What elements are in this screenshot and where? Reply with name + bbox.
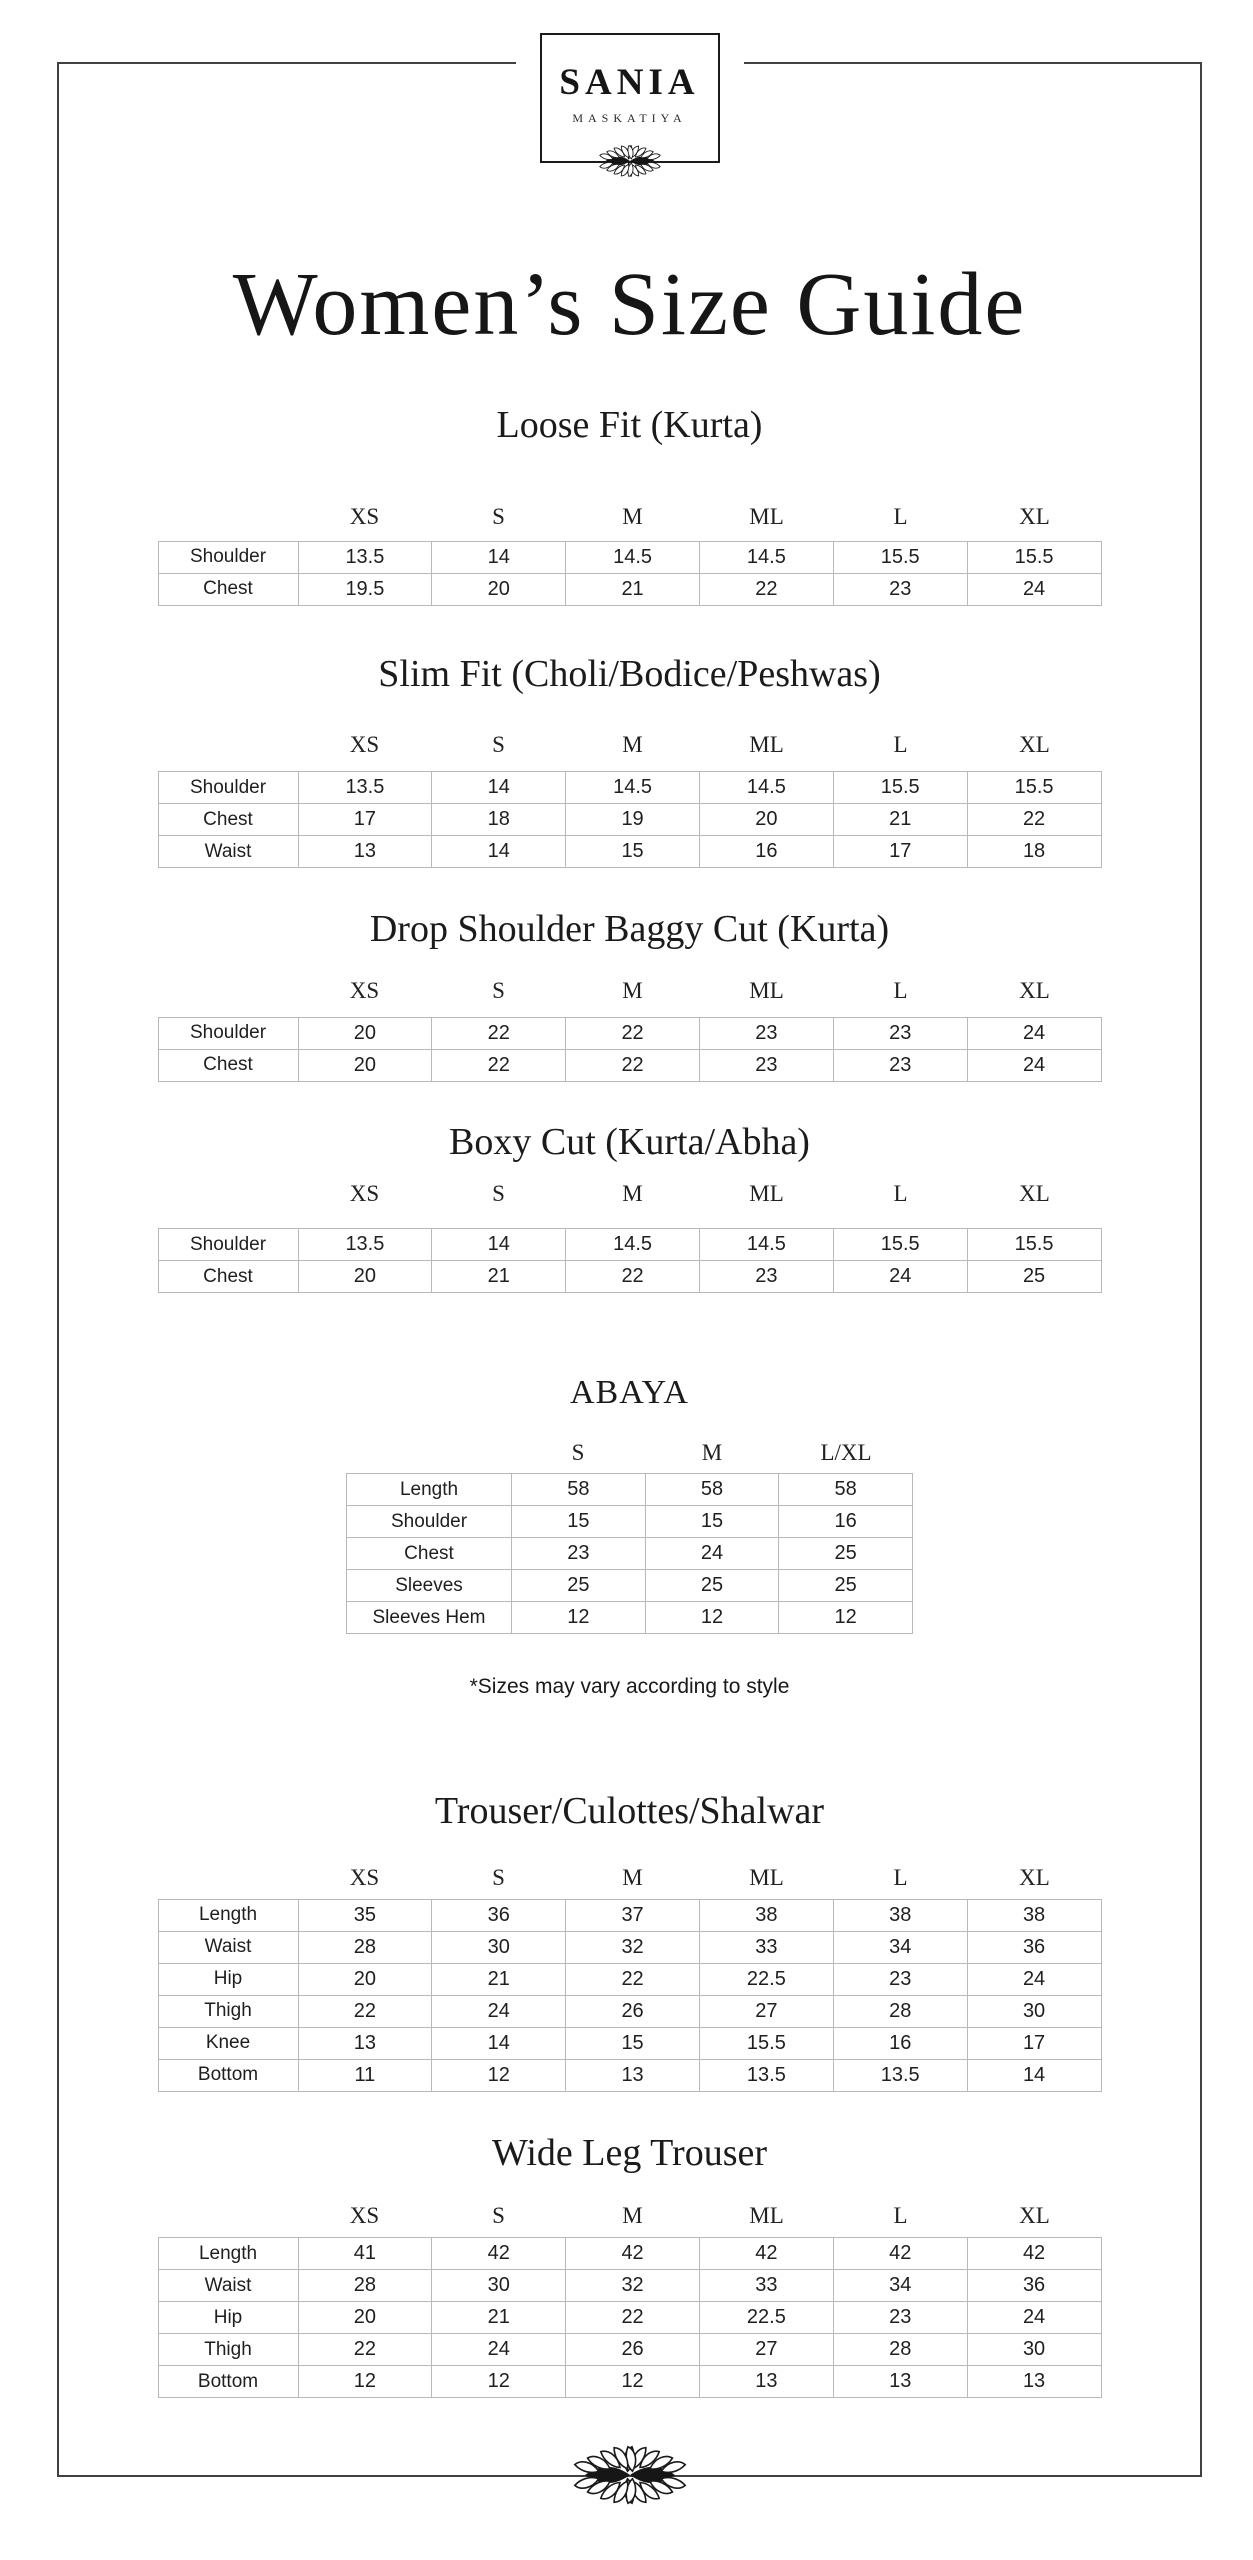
- value-cell: 21: [833, 804, 967, 836]
- row-label: Bottom: [158, 2059, 298, 2091]
- section-title: Slim Fit (Choli/Bodice/Peshwas): [378, 652, 881, 695]
- size-header-row: [158, 977, 1102, 1005]
- size-table: [158, 2237, 1102, 2398]
- size-label: S: [492, 1181, 505, 1207]
- size-label: M: [622, 503, 643, 529]
- value-cell: 14.5: [566, 772, 700, 804]
- value-cell: 24: [645, 1538, 779, 1570]
- value-cell: 20: [298, 1963, 432, 1995]
- value-cell: 19.5: [298, 573, 432, 605]
- value-cell: 15.5: [699, 2027, 833, 2059]
- table-row: [158, 1049, 1101, 1081]
- row-label: Sleeves: [347, 1570, 512, 1602]
- value-cell: 12: [779, 1602, 913, 1634]
- value-cell: 58: [645, 1474, 779, 1506]
- value-cell: 22: [699, 573, 833, 605]
- laurel-ornament-icon: [589, 144, 671, 178]
- size-label: XS: [349, 2203, 380, 2229]
- value-cell: 14.5: [566, 1229, 700, 1261]
- value-cell: 30: [967, 2334, 1101, 2366]
- value-cell: 15: [645, 1506, 779, 1538]
- row-label: Shoulder: [158, 541, 298, 573]
- value-cell: 18: [432, 804, 566, 836]
- value-cell: 22: [566, 2302, 700, 2334]
- value-cell: 25: [967, 1261, 1101, 1293]
- table-row: [158, 1963, 1101, 1995]
- size-label: XS: [349, 732, 380, 758]
- value-cell: 13.5: [699, 2059, 833, 2091]
- size-label: ML: [749, 2203, 784, 2229]
- value-cell: 42: [833, 2238, 967, 2270]
- section-title: Boxy Cut (Kurta/Abha): [449, 1120, 810, 1163]
- value-cell: 32: [566, 1931, 700, 1963]
- size-label: ML: [749, 732, 784, 758]
- value-cell: 38: [699, 1899, 833, 1931]
- value-cell: 21: [566, 573, 700, 605]
- size-header-row: [158, 503, 1102, 531]
- section-boxy-cut-kurta-abha: [59, 1120, 1200, 1294]
- value-cell: 15.5: [833, 772, 967, 804]
- size-table: [346, 1473, 913, 1634]
- size-table: [158, 1899, 1102, 2092]
- value-cell: 24: [967, 1017, 1101, 1049]
- table-row: [158, 2238, 1101, 2270]
- table-row: [347, 1474, 913, 1506]
- value-cell: 23: [833, 573, 967, 605]
- value-cell: 27: [699, 2334, 833, 2366]
- value-cell: 27: [699, 1995, 833, 2027]
- value-cell: 16: [779, 1506, 913, 1538]
- value-cell: 22: [566, 1049, 700, 1081]
- value-cell: 22: [298, 2334, 432, 2366]
- value-cell: 42: [566, 2238, 700, 2270]
- row-label: Hip: [158, 2302, 298, 2334]
- value-cell: 22: [566, 1017, 700, 1049]
- value-cell: 15.5: [967, 541, 1101, 573]
- value-cell: 17: [967, 2027, 1101, 2059]
- row-label: Chest: [347, 1538, 512, 1570]
- section-slim-fit-choli-bodice-peshwas: [59, 652, 1200, 869]
- laurel-ornament-icon: [547, 2445, 713, 2505]
- value-cell: 22: [566, 1963, 700, 1995]
- size-label: M: [622, 1181, 643, 1207]
- size-header-row: [158, 731, 1102, 759]
- value-cell: 28: [298, 2270, 432, 2302]
- size-label: L: [893, 732, 908, 758]
- value-cell: 22: [432, 1017, 566, 1049]
- row-label: Waist: [158, 836, 298, 868]
- value-cell: 23: [699, 1261, 833, 1293]
- size-label: XS: [349, 1181, 380, 1207]
- size-label: L: [893, 1864, 908, 1890]
- value-cell: 30: [432, 2270, 566, 2302]
- value-cell: 20: [298, 1049, 432, 1081]
- value-cell: 21: [432, 2302, 566, 2334]
- table-row: [158, 1017, 1101, 1049]
- value-cell: 22: [967, 804, 1101, 836]
- value-cell: 42: [699, 2238, 833, 2270]
- row-label: Chest: [158, 1261, 298, 1293]
- size-label: XS: [349, 503, 380, 529]
- page-frame: [57, 62, 1202, 2477]
- section-title: Loose Fit (Kurta): [496, 404, 763, 446]
- value-cell: 24: [967, 1049, 1101, 1081]
- row-label: Length: [158, 2238, 298, 2270]
- value-cell: 25: [779, 1538, 913, 1570]
- table-row: [158, 804, 1101, 836]
- value-cell: 38: [967, 1899, 1101, 1931]
- sizes-note: *Sizes may vary according to style: [469, 1675, 790, 1699]
- value-cell: 33: [699, 2270, 833, 2302]
- size-label: S: [571, 1440, 585, 1466]
- value-cell: 21: [432, 1261, 566, 1293]
- value-cell: 24: [432, 2334, 566, 2366]
- value-cell: 15.5: [967, 772, 1101, 804]
- value-cell: 36: [967, 1931, 1101, 1963]
- size-header-row: [158, 1180, 1102, 1208]
- value-cell: 22: [298, 1995, 432, 2027]
- row-label: Length: [158, 1899, 298, 1931]
- size-label: M: [622, 977, 643, 1003]
- brand-subtitle: MASKATIYA: [572, 111, 687, 125]
- size-header-row: [158, 1864, 1102, 1892]
- section-title: ABAYA: [569, 1374, 689, 1412]
- value-cell: 30: [967, 1995, 1101, 2027]
- section-loose-fit-kurta: [59, 403, 1200, 606]
- value-cell: 13: [833, 2366, 967, 2398]
- value-cell: 22.5: [699, 2302, 833, 2334]
- row-label: Chest: [158, 804, 298, 836]
- row-label: Waist: [158, 2270, 298, 2302]
- value-cell: 19: [566, 804, 700, 836]
- row-label: Hip: [158, 1963, 298, 1995]
- value-cell: 20: [298, 1261, 432, 1293]
- value-cell: 41: [298, 2238, 432, 2270]
- value-cell: 23: [833, 2302, 967, 2334]
- value-cell: 16: [833, 2027, 967, 2059]
- size-label: M: [622, 732, 643, 758]
- value-cell: 24: [967, 1963, 1101, 1995]
- value-cell: 12: [432, 2366, 566, 2398]
- row-label: Thigh: [158, 2334, 298, 2366]
- row-label: Chest: [158, 1049, 298, 1081]
- size-label: XS: [349, 1864, 380, 1890]
- value-cell: 14.5: [699, 541, 833, 573]
- value-cell: 23: [512, 1538, 646, 1570]
- value-cell: 58: [779, 1474, 913, 1506]
- value-cell: 32: [566, 2270, 700, 2302]
- table-row: [158, 2334, 1101, 2366]
- section-drop-shoulder-baggy-cut-kurta: [59, 907, 1200, 1082]
- value-cell: 13.5: [298, 772, 432, 804]
- value-cell: 13.5: [833, 2059, 967, 2091]
- size-table: [158, 771, 1102, 868]
- value-cell: 16: [699, 836, 833, 868]
- value-cell: 13.5: [298, 541, 432, 573]
- row-label: Shoulder: [347, 1506, 512, 1538]
- size-label: S: [492, 503, 505, 529]
- size-label: XL: [1019, 732, 1050, 758]
- table-row: [158, 772, 1101, 804]
- size-label: XL: [1019, 2203, 1050, 2229]
- table-row: [158, 541, 1101, 573]
- table-row: [158, 573, 1101, 605]
- value-cell: 24: [833, 1261, 967, 1293]
- size-label: ML: [749, 1864, 784, 1890]
- size-label: XL: [1019, 977, 1050, 1003]
- section-abaya: [59, 1373, 1200, 1634]
- value-cell: 26: [566, 1995, 700, 2027]
- value-cell: 23: [699, 1017, 833, 1049]
- row-label: Sleeves Hem: [347, 1602, 512, 1634]
- size-table: [158, 1017, 1102, 1082]
- row-label: Shoulder: [158, 1017, 298, 1049]
- value-cell: 33: [699, 1931, 833, 1963]
- size-label: ML: [749, 977, 784, 1003]
- size-header-row: [346, 1439, 913, 1467]
- size-label: XS: [349, 977, 380, 1003]
- value-cell: 34: [833, 1931, 967, 1963]
- value-cell: 38: [833, 1899, 967, 1931]
- row-label: Chest: [158, 573, 298, 605]
- value-cell: 12: [512, 1602, 646, 1634]
- size-label: L: [893, 1181, 908, 1207]
- value-cell: 15: [566, 836, 700, 868]
- size-label: XL: [1019, 503, 1050, 529]
- brand-name: SANIA: [559, 62, 700, 103]
- value-cell: 24: [967, 573, 1101, 605]
- size-label: S: [492, 732, 505, 758]
- value-cell: 15.5: [967, 1229, 1101, 1261]
- value-cell: 24: [967, 2302, 1101, 2334]
- section-title: Trouser/Culottes/Shalwar: [434, 1790, 825, 1833]
- value-cell: 14: [432, 1229, 566, 1261]
- row-label: Shoulder: [158, 1229, 298, 1261]
- value-cell: 28: [298, 1931, 432, 1963]
- value-cell: 14: [967, 2059, 1101, 2091]
- value-cell: 36: [432, 1899, 566, 1931]
- value-cell: 22.5: [699, 1963, 833, 1995]
- section-title: Wide Leg Trouser: [492, 2131, 767, 2174]
- value-cell: 35: [298, 1899, 432, 1931]
- value-cell: 23: [833, 1963, 967, 1995]
- value-cell: 14: [432, 541, 566, 573]
- sections-top: [59, 403, 1200, 1634]
- sections-bottom: [59, 1789, 1200, 2398]
- value-cell: 42: [967, 2238, 1101, 2270]
- value-cell: 13: [967, 2366, 1101, 2398]
- value-cell: 22: [566, 1261, 700, 1293]
- value-cell: 13: [298, 2027, 432, 2059]
- size-label: M: [622, 2203, 643, 2229]
- size-label: S: [492, 2203, 505, 2229]
- value-cell: 23: [699, 1049, 833, 1081]
- value-cell: 14: [432, 772, 566, 804]
- table-row: [158, 1261, 1101, 1293]
- size-label: L: [893, 503, 908, 529]
- table-row: [158, 2302, 1101, 2334]
- value-cell: 20: [298, 2302, 432, 2334]
- size-label: ML: [749, 503, 784, 529]
- size-label: ML: [749, 1181, 784, 1207]
- value-cell: 23: [833, 1049, 967, 1081]
- value-cell: 15.5: [833, 1229, 967, 1261]
- value-cell: 42: [432, 2238, 566, 2270]
- row-label: Thigh: [158, 1995, 298, 2027]
- value-cell: 13: [699, 2366, 833, 2398]
- size-label: XL: [1019, 1864, 1050, 1890]
- value-cell: 14: [432, 2027, 566, 2059]
- value-cell: 37: [566, 1899, 700, 1931]
- size-label: S: [492, 1864, 505, 1890]
- size-header-row: [158, 2202, 1102, 2230]
- value-cell: 14: [432, 836, 566, 868]
- value-cell: 20: [699, 804, 833, 836]
- value-cell: 28: [833, 1995, 967, 2027]
- value-cell: 14.5: [566, 541, 700, 573]
- table-row: [158, 1899, 1101, 1931]
- row-label: Waist: [158, 1931, 298, 1963]
- size-table: [158, 541, 1102, 606]
- value-cell: 15: [512, 1506, 646, 1538]
- table-row: [158, 1931, 1101, 1963]
- table-row: [347, 1602, 913, 1634]
- table-row: [158, 2270, 1101, 2302]
- size-label: XL: [1019, 1181, 1050, 1207]
- row-label: Bottom: [158, 2366, 298, 2398]
- row-label: Shoulder: [158, 772, 298, 804]
- table-row: [158, 1229, 1101, 1261]
- value-cell: 12: [566, 2366, 700, 2398]
- value-cell: 12: [298, 2366, 432, 2398]
- value-cell: 20: [298, 1017, 432, 1049]
- value-cell: 25: [645, 1570, 779, 1602]
- section-title: Drop Shoulder Baggy Cut (Kurta): [369, 908, 890, 951]
- size-label: M: [622, 1864, 643, 1890]
- page-title: Women’s Size Guide: [232, 255, 1027, 354]
- value-cell: 26: [566, 2334, 700, 2366]
- value-cell: 23: [833, 1017, 967, 1049]
- value-cell: 12: [432, 2059, 566, 2091]
- value-cell: 14.5: [699, 1229, 833, 1261]
- value-cell: 13.5: [298, 1229, 432, 1261]
- section-wide-leg-trouser: [59, 2131, 1200, 2399]
- value-cell: 14.5: [699, 772, 833, 804]
- value-cell: 34: [833, 2270, 967, 2302]
- value-cell: 24: [432, 1995, 566, 2027]
- value-cell: 11: [298, 2059, 432, 2091]
- value-cell: 15: [566, 2027, 700, 2059]
- table-row: [158, 2027, 1101, 2059]
- size-label: L/XL: [820, 1440, 872, 1466]
- table-row: [347, 1538, 913, 1570]
- value-cell: 18: [967, 836, 1101, 868]
- value-cell: 25: [779, 1570, 913, 1602]
- size-table: [158, 1228, 1102, 1293]
- table-row: [158, 1995, 1101, 2027]
- size-label: L: [893, 977, 908, 1003]
- value-cell: 13: [298, 836, 432, 868]
- section-trouser-culottes-shalwar: [59, 1789, 1200, 2092]
- value-cell: 30: [432, 1931, 566, 1963]
- row-label: Length: [347, 1474, 512, 1506]
- value-cell: 17: [298, 804, 432, 836]
- table-row: [347, 1570, 913, 1602]
- table-row: [158, 2366, 1101, 2398]
- value-cell: 17: [833, 836, 967, 868]
- size-label: L: [893, 2203, 908, 2229]
- table-row: [158, 836, 1101, 868]
- size-label: S: [492, 977, 505, 1003]
- value-cell: 22: [432, 1049, 566, 1081]
- size-label: M: [701, 1440, 723, 1466]
- value-cell: 12: [645, 1602, 779, 1634]
- value-cell: 25: [512, 1570, 646, 1602]
- value-cell: 15.5: [833, 541, 967, 573]
- value-cell: 58: [512, 1474, 646, 1506]
- value-cell: 20: [432, 573, 566, 605]
- row-label: Knee: [158, 2027, 298, 2059]
- table-row: [158, 2059, 1101, 2091]
- brand-logo: [540, 33, 720, 163]
- value-cell: 13: [566, 2059, 700, 2091]
- value-cell: 36: [967, 2270, 1101, 2302]
- table-row: [347, 1506, 913, 1538]
- value-cell: 21: [432, 1963, 566, 1995]
- value-cell: 28: [833, 2334, 967, 2366]
